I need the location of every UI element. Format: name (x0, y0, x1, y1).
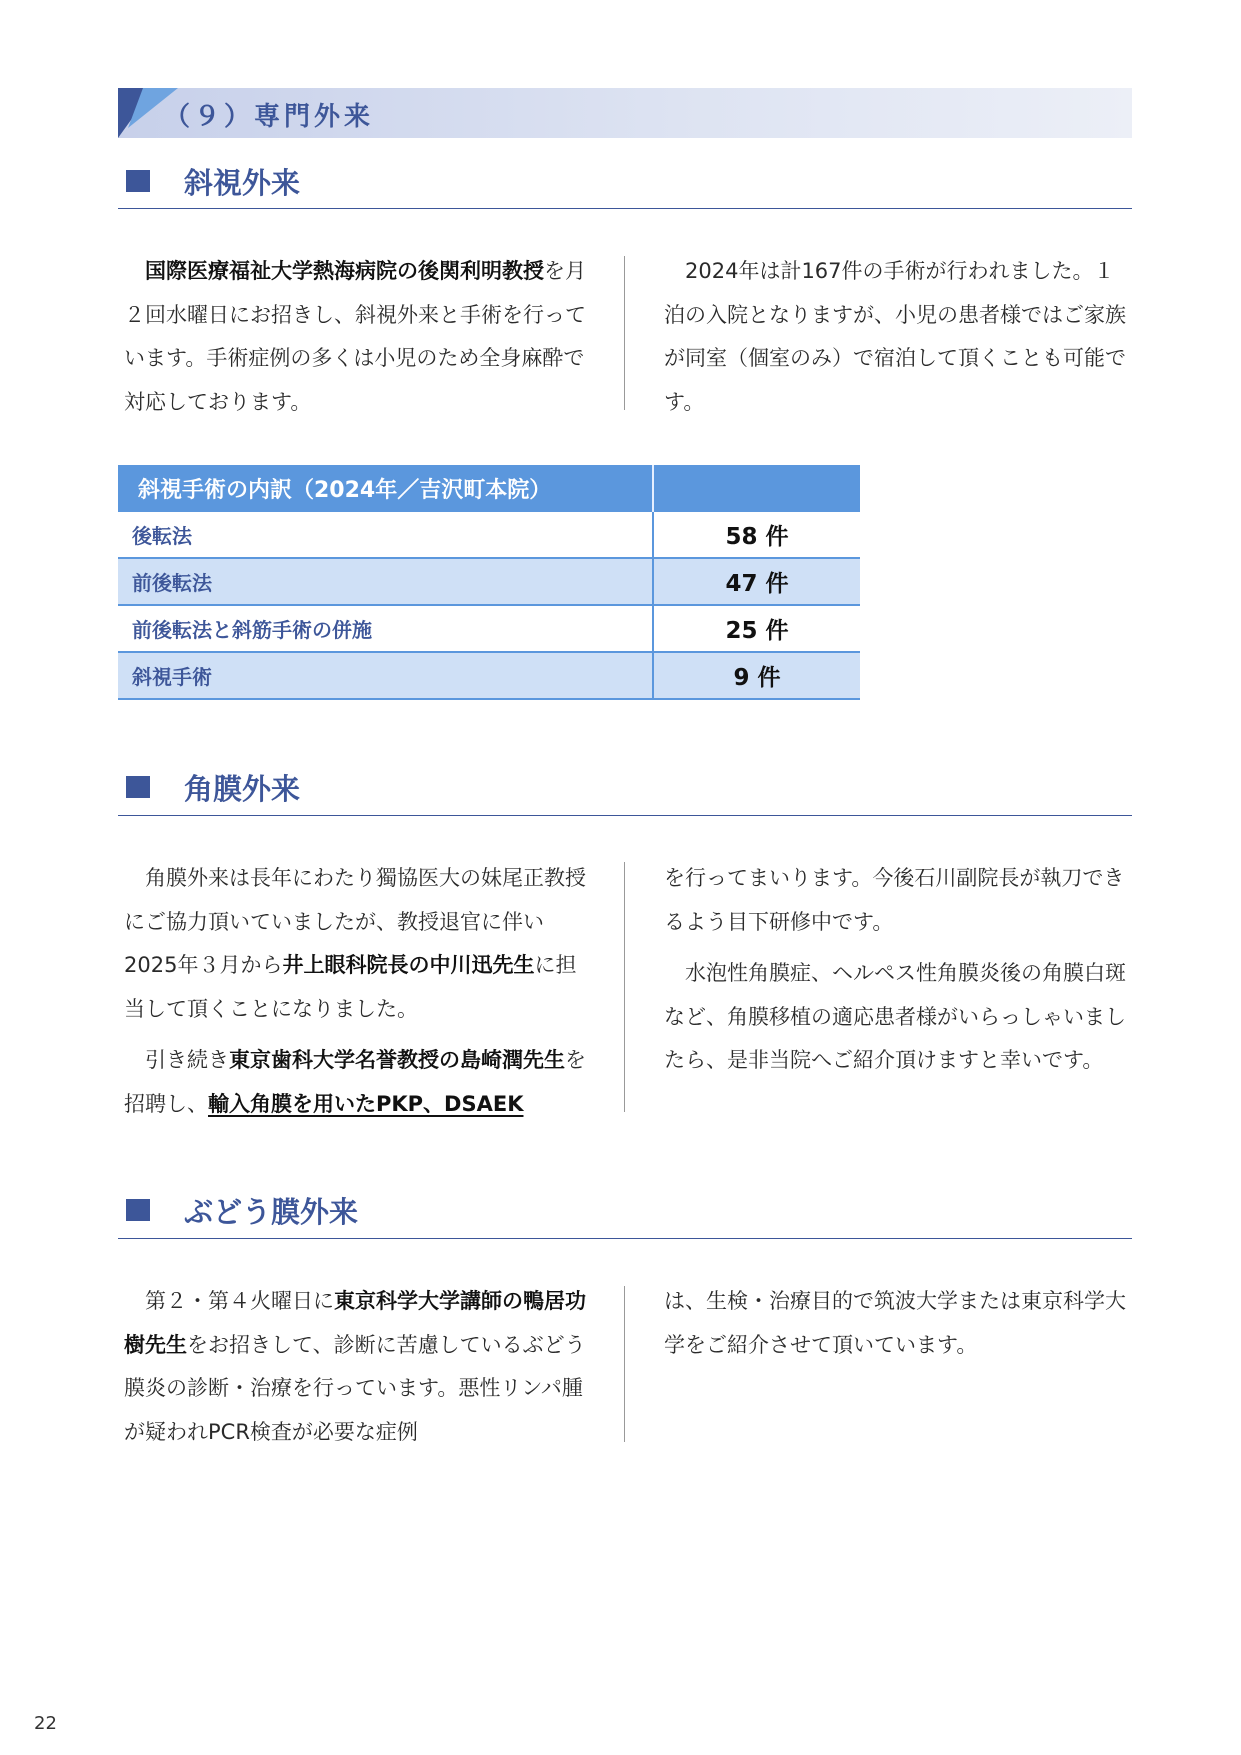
paragraph-text: を月２回水曜日にお招きし、斜視外来と手術を行っています。手術症例の多くは小児のため全身麻酔で対応しております。 (124, 259, 586, 414)
doctor-name: 国際医療福祉大学熱海病院の後関利明教授 (145, 259, 544, 283)
paragraph-text: は、生検・治療目的で筑波大学または東京科学大学をご紹介させて頂いています。 (664, 1289, 1126, 1357)
strabismus-surgery-table (118, 465, 860, 700)
table-header: 斜視手術の内訳（2024年／吉沢町本院） (118, 465, 653, 512)
section-bullet-square (126, 1199, 150, 1221)
table-row (118, 652, 860, 699)
cornea-right-text (664, 857, 1130, 1083)
table-row-value: 58 件 (653, 512, 860, 558)
column-divider (624, 1286, 625, 1442)
section-heading-uveitis: ぶどう膜外来 (184, 1195, 359, 1229)
section-bullet-square (126, 776, 150, 798)
table-row (118, 512, 860, 558)
chapter-title: （９）専門外来 (164, 102, 375, 132)
uveitis-right-text (664, 1280, 1130, 1367)
page-number: 22 (34, 1713, 57, 1734)
table-header-row (118, 465, 860, 512)
strabismus-right-text (664, 250, 1130, 424)
section-heading-strabismus: 斜視外来 (184, 166, 301, 200)
section-heading-cornea: 角膜外来 (184, 772, 301, 806)
section-rule (118, 815, 1132, 816)
table-row-value: 25 件 (653, 605, 860, 652)
doctor-name: 東京歯科大学名誉教授の島崎潤先生 (229, 1048, 565, 1072)
uveitis-left-text (124, 1280, 590, 1454)
table-row-value: 47 件 (653, 558, 860, 605)
paragraph-text: 第２・第４火曜日に (145, 1289, 334, 1313)
doctor-name: 井上眼科院長の中川迅先生 (282, 953, 535, 977)
table-header-blank (653, 465, 860, 512)
paragraph-text: を行ってまいります。今後石川副院長が執刀できるよう目下研修中です。 (664, 866, 1125, 934)
table-row-value: 9 件 (653, 652, 860, 699)
table-row-label: 前後転法と斜筋手術の併施 (118, 605, 653, 652)
doctor-name: 東京科学大学講師の鴨居功樹先生 (124, 1289, 586, 1357)
section-bullet-square (126, 170, 150, 192)
column-divider (624, 862, 625, 1112)
paragraph-text: 2024年は計167件の手術が行われました。１泊の入院となりますが、小児の患者様ではご家族が同室（個室のみ）で宿泊して頂くことも可能です。 (664, 259, 1126, 414)
table-row-label: 後転法 (118, 512, 653, 558)
section-rule (118, 1238, 1132, 1239)
table-row-label: 前後転法 (118, 558, 653, 605)
paragraph-text: をお招きして、診断に苦慮しているぶどう膜炎の診断・治療を行っています。悪性リンパ腫が疑われPCR検査が必要な症例 (124, 1332, 586, 1444)
column-divider (624, 256, 625, 410)
paragraph-text: 水泡性角膜症、ヘルペス性角膜炎後の角膜白斑など、角膜移植の適応患者様がいらっしゃいましたら、是非当院へご紹介頂けますと幸いです。 (664, 961, 1126, 1072)
paragraph-text: 角膜外来は長年にわたり獨協医大の妹尾正教授にご協力頂いていましたが、教授退官に伴い2025年３月から (124, 866, 586, 977)
paragraph-text: 引き続き (145, 1048, 229, 1072)
section-rule (118, 208, 1132, 209)
procedure-highlight: 輸入角膜を用いたPKP、DSAEK (208, 1091, 524, 1116)
table-row (118, 558, 860, 605)
cornea-left-text (124, 857, 590, 1126)
paragraph-text: に担当して頂くことになりました。 (124, 953, 577, 1021)
table-row (118, 605, 860, 652)
paragraph-text: を招聘し、 (124, 1048, 586, 1116)
table-row-label: 斜視手術 (118, 652, 653, 699)
strabismus-left-text (124, 250, 590, 424)
